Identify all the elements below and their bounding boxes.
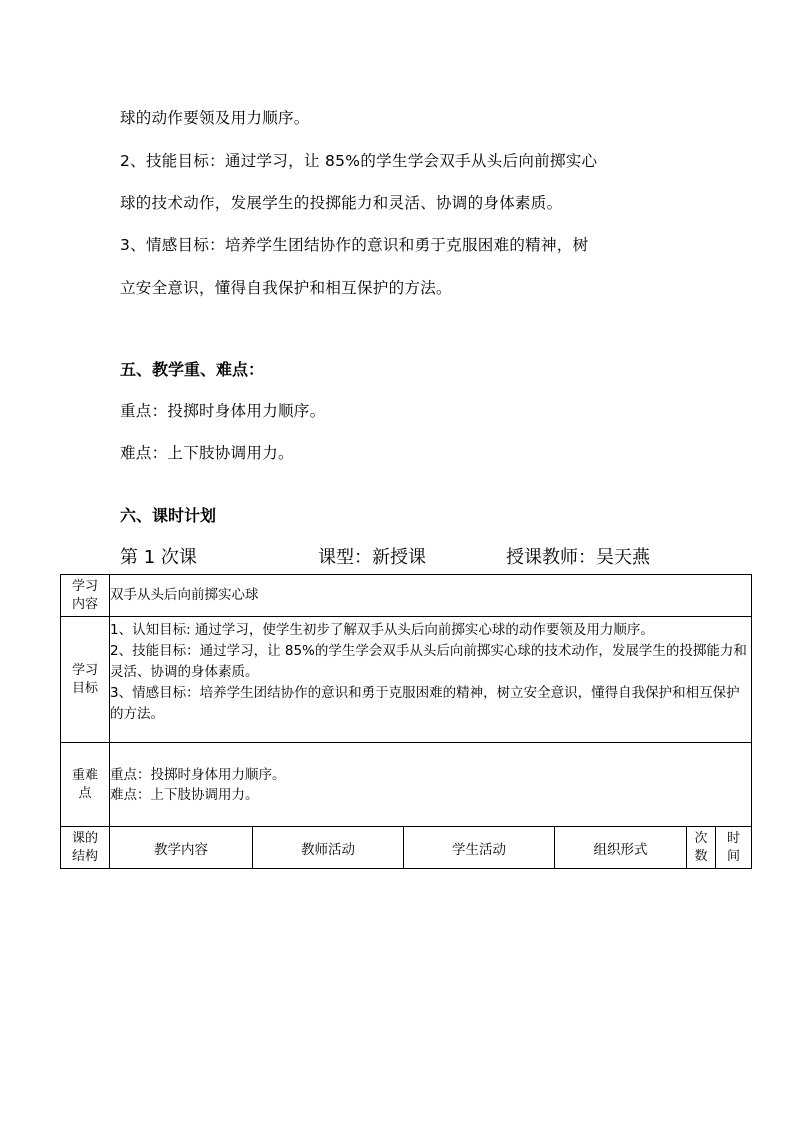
table-difficult-point: 难点：上下肢协调用力。 [110,786,259,803]
body-line-5: 立安全意识，懂得自我保护和相互保护的方法。 [120,279,452,297]
body-line-4: 3、情感目标：培养学生团结协作的意识和勇于克服困难的精神，树 [120,236,589,254]
label-learning-goals: 学习 目标 [61,617,110,743]
header-teaching-content: 教学内容 [110,827,253,869]
header-count: 次 数 [687,827,716,869]
goal-cognitive: 1、认知目标: 通过学习，使学生初步了解双手从头后向前掷实心球的动作要领及用力顺序。 [110,622,654,638]
header-organization: 组织形式 [555,827,687,869]
body-line-1: 球的动作要领及用力顺序。 [120,109,310,127]
body-line-2: 2、技能目标：通过学习，让 85%的学生学会双手从头后向前掷实心 [120,152,598,170]
body-line-3: 球的技术动作，发展学生的投掷能力和灵活、协调的身体素质。 [120,194,563,212]
row-learning-content [61,575,752,617]
label-key-difficult: 重难 点 [61,743,110,827]
section6-heading: 六、课时计划 [120,506,217,525]
row-key-difficult [61,743,752,827]
learning-content-value: 双手从头后向前掷实心球 [110,575,752,617]
header-student-activity: 学生活动 [404,827,555,869]
row-structure-header [61,827,752,869]
section5-heading: 五、教学重、难点： [120,360,265,379]
difficult-point: 难点：上下肢协调用力。 [120,444,294,462]
label-structure: 课的 结构 [61,827,110,869]
table-key-point: 重点：投掷时身体用力顺序。 [110,766,286,783]
goal-skill: 2、技能目标：通过学习，让 85%的学生学会双手从头后向前掷实心球的技术动作，发展学生的投掷能力和灵活、协调的身体素质。 [110,643,747,680]
label-learning-content: 学习 内容 [61,575,110,617]
header-time: 时 间 [716,827,752,869]
header-teacher-activity: 教师活动 [253,827,404,869]
lesson-plan-table [60,574,752,869]
teacher-name: 授课教师：吴天燕 [506,547,650,568]
key-point: 重点：投掷时身体用力顺序。 [120,402,326,420]
learning-goals-value [110,617,752,743]
row-learning-goals [61,617,752,743]
goal-affective: 3、情感目标：培养学生团结协作的意识和勇于克服困难的精神，树立安全意识，懂得自我保护和相互保护的方法。 [110,685,740,722]
lesson-type: 课型：新授课 [318,547,426,568]
lesson-number: 第 1 次课 [120,547,197,568]
key-difficult-value [110,743,752,827]
